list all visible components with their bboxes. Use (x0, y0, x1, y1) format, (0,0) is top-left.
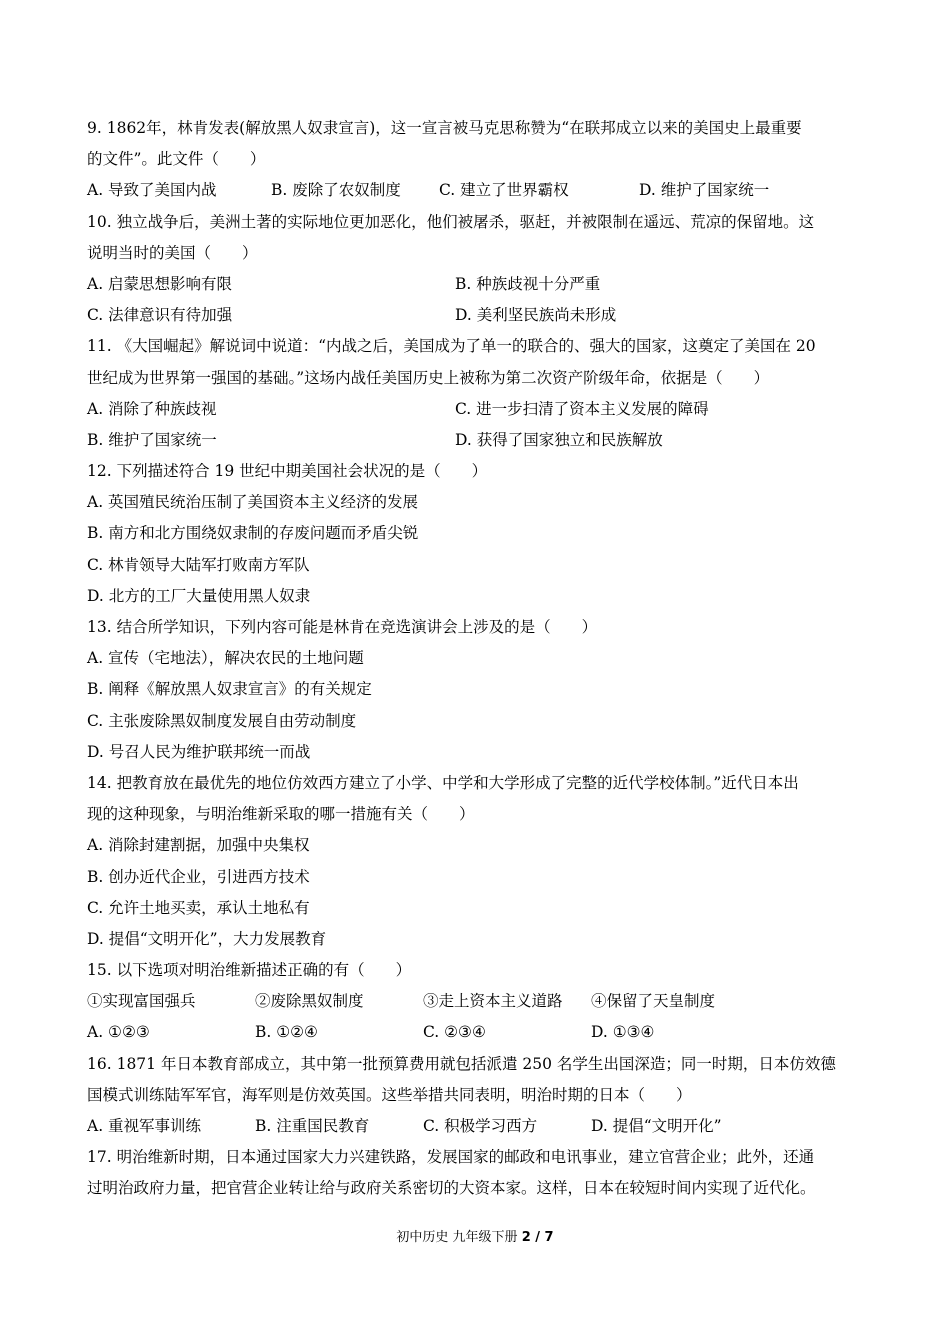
option-c: C. 法律意识有待加强 (87, 306, 233, 325)
options-row (87, 269, 867, 300)
option-d: D. 维护了国家统一 (639, 181, 770, 200)
question-16 (87, 1049, 867, 1143)
question-text: 16. 1871 年日本教育部成立，其中第一批预算费用就包括派遣 250 名学生出国深造；同一时期，日本仿效德 (87, 1054, 836, 1073)
option-a: A. 导致了美国内战 (87, 181, 217, 200)
question-11 (87, 331, 867, 456)
option-b: B. 维护了国家统一 (87, 430, 217, 449)
option-b: B. 种族歧视十分严重 (455, 274, 601, 293)
question-text: 世纪成为世界第一强国的基础。”这场内战任美国历史上被称为第二次资产阶级年命，依据是（ ） (87, 368, 770, 387)
option-d: D. ①③④ (591, 1023, 655, 1042)
question-14 (87, 768, 867, 955)
statement-row (87, 986, 867, 1017)
question-text: 10. 独立战争后，美洲土著的实际地位更加恶化，他们被屠杀，驱赶，并被限制在遥远、荒凉的保留地。这 (87, 212, 815, 231)
question-text: 国模式训练陆军军官，海军则是仿效英国。这些举措共同表明，明治时期的日本（ ） (87, 1085, 692, 1104)
options-row (87, 394, 867, 425)
question-text: 的文件”。此文件（ ） (87, 150, 266, 169)
question-13 (87, 612, 867, 768)
question-text: 9. 1862年，林肯发表(解放黑人奴隶宣言)，这一宣言被马克思称赞为“在联邦成立以来的美国史上最重要 (87, 119, 802, 137)
option-b: B. 阐释《解放黑人奴隶宣言》的有关规定 (87, 680, 372, 699)
option-a: A. 启蒙思想影响有限 (87, 274, 233, 293)
option-c: C. ②③④ (423, 1023, 486, 1042)
question-17 (87, 1142, 867, 1204)
question-text: 现的这种现象，与明治维新采取的哪一措施有关（ ） (87, 805, 475, 824)
page-number: 2 / 7 (521, 1230, 554, 1245)
options-row (87, 425, 867, 456)
question-12 (87, 456, 867, 612)
footer-subject: 初中历史 九年级下册 (396, 1230, 522, 1245)
options-row (87, 1111, 867, 1142)
option-c: C. 建立了世界霸权 (439, 181, 569, 200)
option-c: C. 进一步扫清了资本主义发展的障碍 (455, 399, 709, 418)
statement-4: ④保留了天皇制度 (591, 992, 716, 1011)
option-c: C. 允许土地买卖，承认土地私有 (87, 898, 310, 917)
options-row (87, 175, 867, 206)
option-d: D. 提倡“文明开化” (591, 1117, 722, 1135)
option-d: D. 获得了国家独立和民族解放 (455, 430, 663, 449)
option-c: C. 主张废除黑奴制度发展自由劳动制度 (87, 711, 357, 730)
question-list (87, 113, 867, 1205)
option-d: D. 号召人民为维护联邦统一而战 (87, 742, 311, 761)
question-text: 过明治政府力量，把官营企业转让给与政府关系密切的大资本家。这样，日本在较短时间内实现了近代化。 (87, 1179, 816, 1198)
page-footer (0, 1228, 950, 1248)
option-d: D. 北方的工厂大量使用黑人奴隶 (87, 586, 311, 605)
options-row (87, 1017, 867, 1048)
option-b: B. ①②④ (255, 1023, 318, 1042)
question-text: 说明当时的美国（ ） (87, 243, 258, 262)
option-b: B. 注重国民教育 (255, 1117, 370, 1135)
question-text: 14. 把教育放在最优先的地位仿效西方建立了小学、中学和大学形成了完整的近代学校体制。”近代日本出 (87, 773, 799, 792)
option-a: A. 宣传（宅地法），解决农民的土地问题 (87, 649, 364, 668)
statement-2: ②废除黑奴制度 (255, 992, 364, 1011)
option-a: A. 消除封建割据，加强中央集权 (87, 836, 310, 855)
option-a: A. 重视军事训练 (87, 1117, 202, 1135)
option-a: A. 英国殖民统治压制了美国资本主义经济的发展 (87, 493, 419, 512)
option-a: A. 消除了种族歧视 (87, 399, 217, 418)
question-text: 13. 结合所学知识，下列内容可能是林肯在竞选演讲会上涉及的是（ ） (87, 618, 598, 636)
question-9 (87, 113, 867, 207)
question-15 (87, 955, 867, 1049)
option-d: D. 美利坚民族尚未形成 (455, 306, 617, 325)
statement-1: ①实现富国强兵 (87, 992, 196, 1011)
options-row (87, 300, 867, 331)
option-b: B. 南方和北方围绕奴隶制的存废问题而矛盾尖锐 (87, 524, 419, 543)
option-d: D. 提倡“文明开化”，大力发展教育 (87, 929, 327, 948)
question-text: 12. 下列描述符合 19 世纪中期美国社会状况的是（ ） (87, 462, 488, 481)
option-b: B. 创办近代企业，引进西方技术 (87, 867, 310, 886)
option-a: A. ①②③ (87, 1023, 150, 1042)
question-text: 15. 以下选项对明治维新描述正确的有（ ） (87, 961, 412, 980)
statement-3: ③走上资本主义道路 (423, 992, 563, 1011)
option-c: C. 林肯领导大陆军打败南方军队 (87, 555, 310, 574)
question-text: 11. 《大国崛起》解说词中说道：“内战之后，美国成为了单一的联合的、强大的国家，这奠定了美国在 20 (87, 337, 816, 356)
question-text: 17. 明治维新时期，日本通过国家大力兴建铁路，发展国家的邮政和电讯事业，建立官营企业；此外，还通 (87, 1148, 815, 1167)
question-10 (87, 207, 867, 332)
option-b: B. 废除了农奴制度 (271, 181, 401, 200)
option-c: C. 积极学习西方 (423, 1117, 538, 1135)
